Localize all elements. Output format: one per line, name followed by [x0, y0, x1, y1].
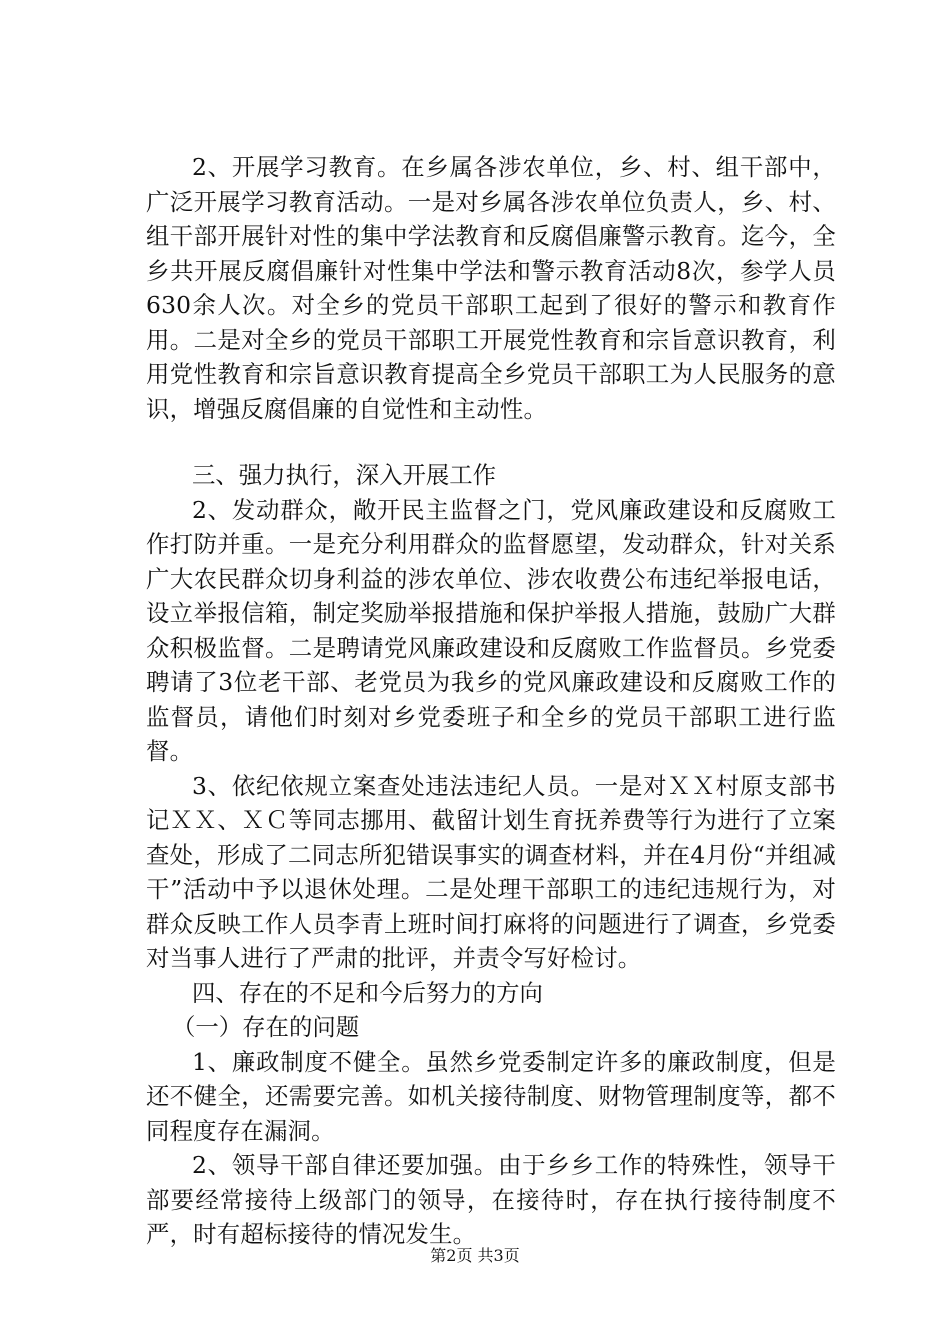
- paragraph-study-education: 2、开展学习教育。在乡属各涉农单位，乡、村、组干部中，广泛开展学习教育活动。一是对乡属各涉农单位负责人，乡、村、组干部开展针对性的集中学法教育和反腐倡廉警示教育。迄今，全乡共开展反腐倡廉针对性集中学法和警示教育活动8次，参学人员630余人次。对全乡的党员干部职工起到了很好的警示和教育作用。二是对全乡的党员干部职工开展党性教育和宗旨意识教育，利用党性教育和宗旨意识教育提高全乡党员干部职工为人民服务的意识，增强反腐倡廉的自觉性和主动性。: [146, 153, 836, 423]
- page-number-footer: 第2页 共3页: [430, 1246, 520, 1265]
- paragraph-investigate-violations: 3、依纪依规立案查处违法违纪人员。一是对ＸＸ村原支部书记ＸＸ、ＸＣ等同志挪用、截留计划生育抚养费等行为进行了立案查处，形成了二同志所犯错误事实的调查材料，并在4月份“并组减干”活动中予以退休处理。二是处理干部职工的违纪违规行为，对群众反映工作人员李青上班时间打麻将的问题进行了调查，乡党委对当事人进行了严肃的批评，并责令写好检讨。: [146, 771, 836, 972]
- document-body: [146, 150, 836, 1252]
- paragraph-system-incomplete: 1、廉政制度不健全。虽然乡党委制定许多的廉政制度，但是还不健全，还需要完善。如机关接待制度、财物管理制度等，都不同程度存在漏洞。: [146, 1047, 836, 1145]
- section-heading-3: 三、强力执行，深入开展工作: [192, 461, 497, 489]
- paragraph-self-discipline: 2、领导干部自律还要加强。由于乡乡工作的特殊性，领导干部要经常接待上级部门的领导，在接待时，存在执行接待制度不严，时有超标接待的情况发生。: [146, 1151, 836, 1248]
- paragraph-mobilize-masses: 2、发动群众，敞开民主监督之门，党风廉政建设和反腐败工作打防并重。一是充分利用群众的监督愿望，发动群众，针对关系广大农民群众切身利益的涉农单位、涉农收费公布违纪举报电话，设立举报信箱，制定奖励举报措施和保护举报人措施，鼓励广大群众积极监督。二是聘请党风廉政建设和反腐败工作监督员。乡党委聘请了3位老干部、老党员为我乡的党风廉政建设和反腐败工作的监督员，请他们时刻对乡党委班子和全乡的党员干部职工进行监督。: [146, 495, 836, 765]
- paragraph-gap: [146, 426, 836, 458]
- sub-heading-problems: （一）存在的问题: [172, 1013, 360, 1041]
- section-heading-4: 四、存在的不足和今后努力的方向: [192, 978, 543, 1007]
